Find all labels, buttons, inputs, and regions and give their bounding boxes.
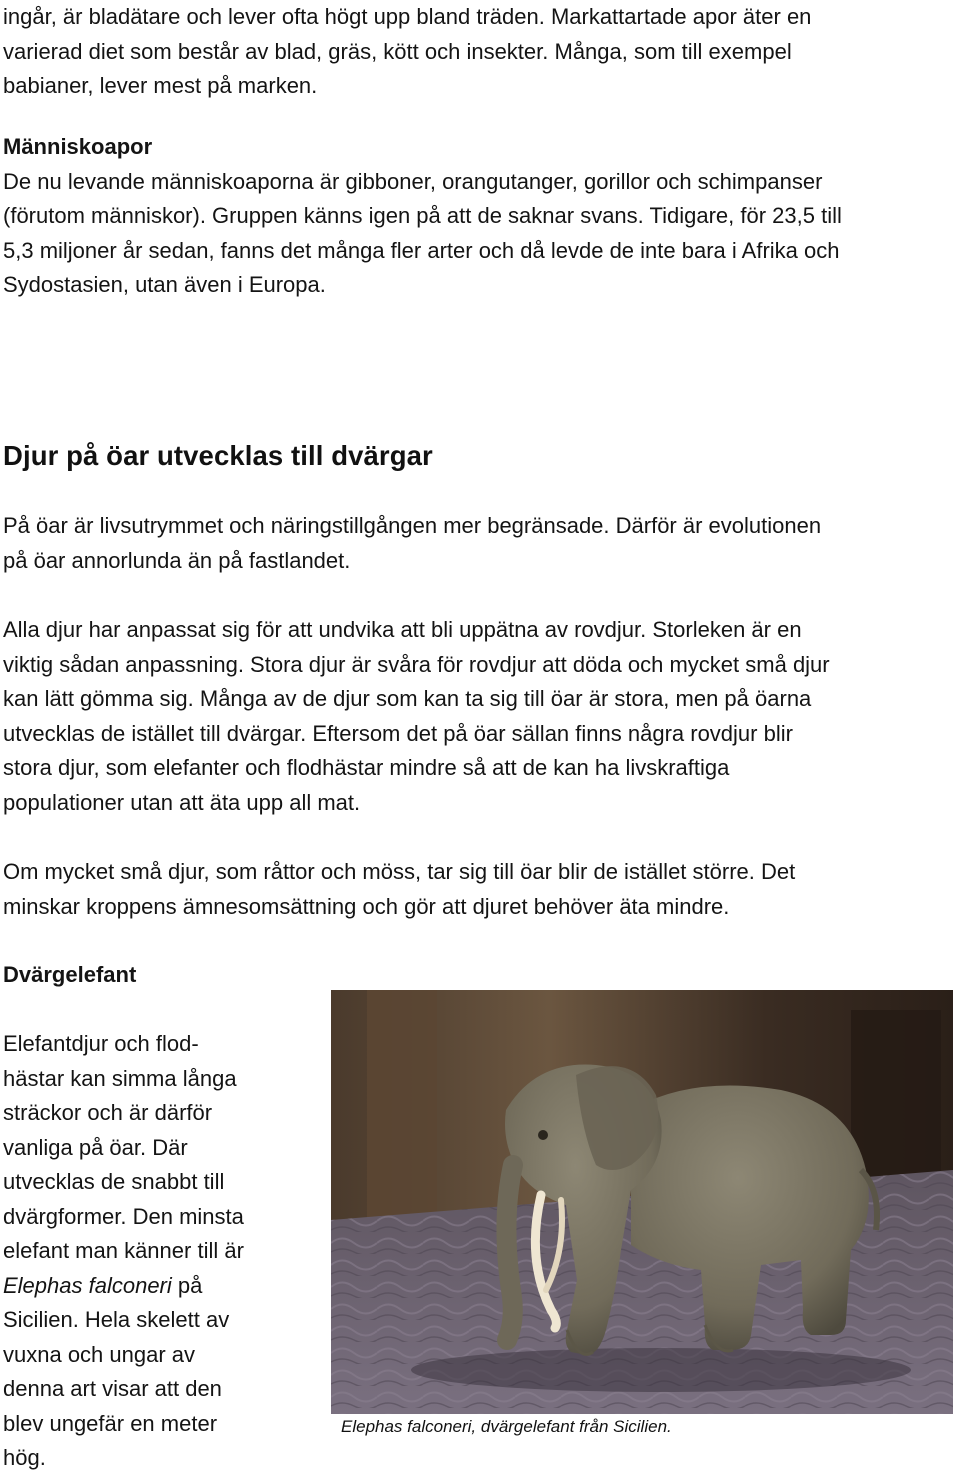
text-line: På öar är livsutrymmet och näringstillgången mer begränsade. Därför är evolutionen	[3, 513, 822, 538]
text-line: Elefantdjur och flod-	[3, 1031, 199, 1056]
text-line: stora djur, som elefanter och flodhästar mindre så att de kan ha livskraftiga	[3, 755, 730, 780]
text-line: hästar kan simma långa	[3, 1065, 237, 1091]
text-line: varierad diet som består av blad, gräs, kött och insekter. Många, som till exempel	[3, 38, 792, 64]
text-line: vuxna och ungar av	[3, 1341, 196, 1367]
section-paragraph-1	[3, 509, 821, 578]
text-line: ingår, är bladätare och lever ofta högt upp bland träden. Markattartade apor äter en	[3, 4, 812, 29]
text-line: elefant man känner till är	[3, 1238, 244, 1263]
text-line: denna art visar att den	[3, 1376, 222, 1401]
text-line: Sydostasien, utan även i Europa.	[3, 272, 326, 297]
text-line: Alla djur har anpassat sig för att undvika att bli uppätna av rovdjur. Storleken är en	[3, 617, 802, 642]
text-line: Om mycket små djur, som råttor och möss, tar sig till öar blir de istället större. Det	[3, 859, 796, 884]
elephant-photo-illustration	[331, 990, 953, 1414]
intro-paragraph	[3, 0, 811, 104]
photo-caption: Elephas falconeri, dvärgelefant från Sicilien.	[341, 1417, 672, 1436]
text-line: populationer utan att äta upp all mat.	[3, 789, 361, 815]
shadow	[411, 1348, 911, 1392]
text-line: hög.	[3, 1445, 46, 1470]
dwarf-elephant-heading: Dvärgelefant	[3, 962, 137, 987]
text-line: vanliga på öar. Där	[3, 1134, 188, 1160]
text-line: utvecklas de snabbt till	[3, 1169, 225, 1194]
text-line: blev ungefär en meter	[3, 1410, 218, 1436]
apes-paragraph	[3, 130, 842, 303]
text-line: på öar annorlunda än på fastlandet.	[3, 547, 351, 573]
species-name: Elephas falconeri	[3, 1272, 172, 1298]
text-line: dvärgformer. Den minsta	[3, 1203, 244, 1229]
text-line: Sicilien. Hela skelett av	[3, 1307, 230, 1332]
dwarf-elephant-column	[3, 958, 303, 1476]
apes-heading: Människoapor	[3, 134, 153, 159]
section-paragraph-2	[3, 613, 830, 820]
text-line: (förutom människor). Gruppen känns igen på att de saknar svans. Tidigare, för 23,5 till	[3, 203, 842, 228]
species-suffix: på	[171, 1272, 203, 1298]
text-line: utvecklas de istället till dvärgar. Eftersom det på öar sällan finns några rovdjur blir	[3, 720, 793, 746]
text-line: De nu levande människoaporna är gibboner, orangutanger, gorillor och schimpanser	[3, 168, 823, 194]
text-line: 5,3 miljoner år sedan, fanns det många fler arter och då levde de inte bara i Afrika och	[3, 237, 840, 263]
pillar	[367, 990, 437, 1240]
elephant-photo	[331, 990, 953, 1414]
text-line: babianer, lever mest på marken.	[3, 73, 318, 98]
section-title: Djur på öar utvecklas till dvärgar	[3, 440, 433, 471]
text-line: minskar kroppens ämnesomsättning och gör att djuret behöver äta mindre.	[3, 893, 730, 919]
section-paragraph-3	[3, 855, 795, 924]
text-line: kan lätt gömma sig. Många av de djur som kan ta sig till öar är stora, men på öarna	[3, 686, 812, 711]
text-line: viktig sådan anpassning. Stora djur är svåra för rovdjur att döda och mycket små djur	[3, 651, 830, 677]
text-line: sträckor och är därför	[3, 1100, 213, 1125]
